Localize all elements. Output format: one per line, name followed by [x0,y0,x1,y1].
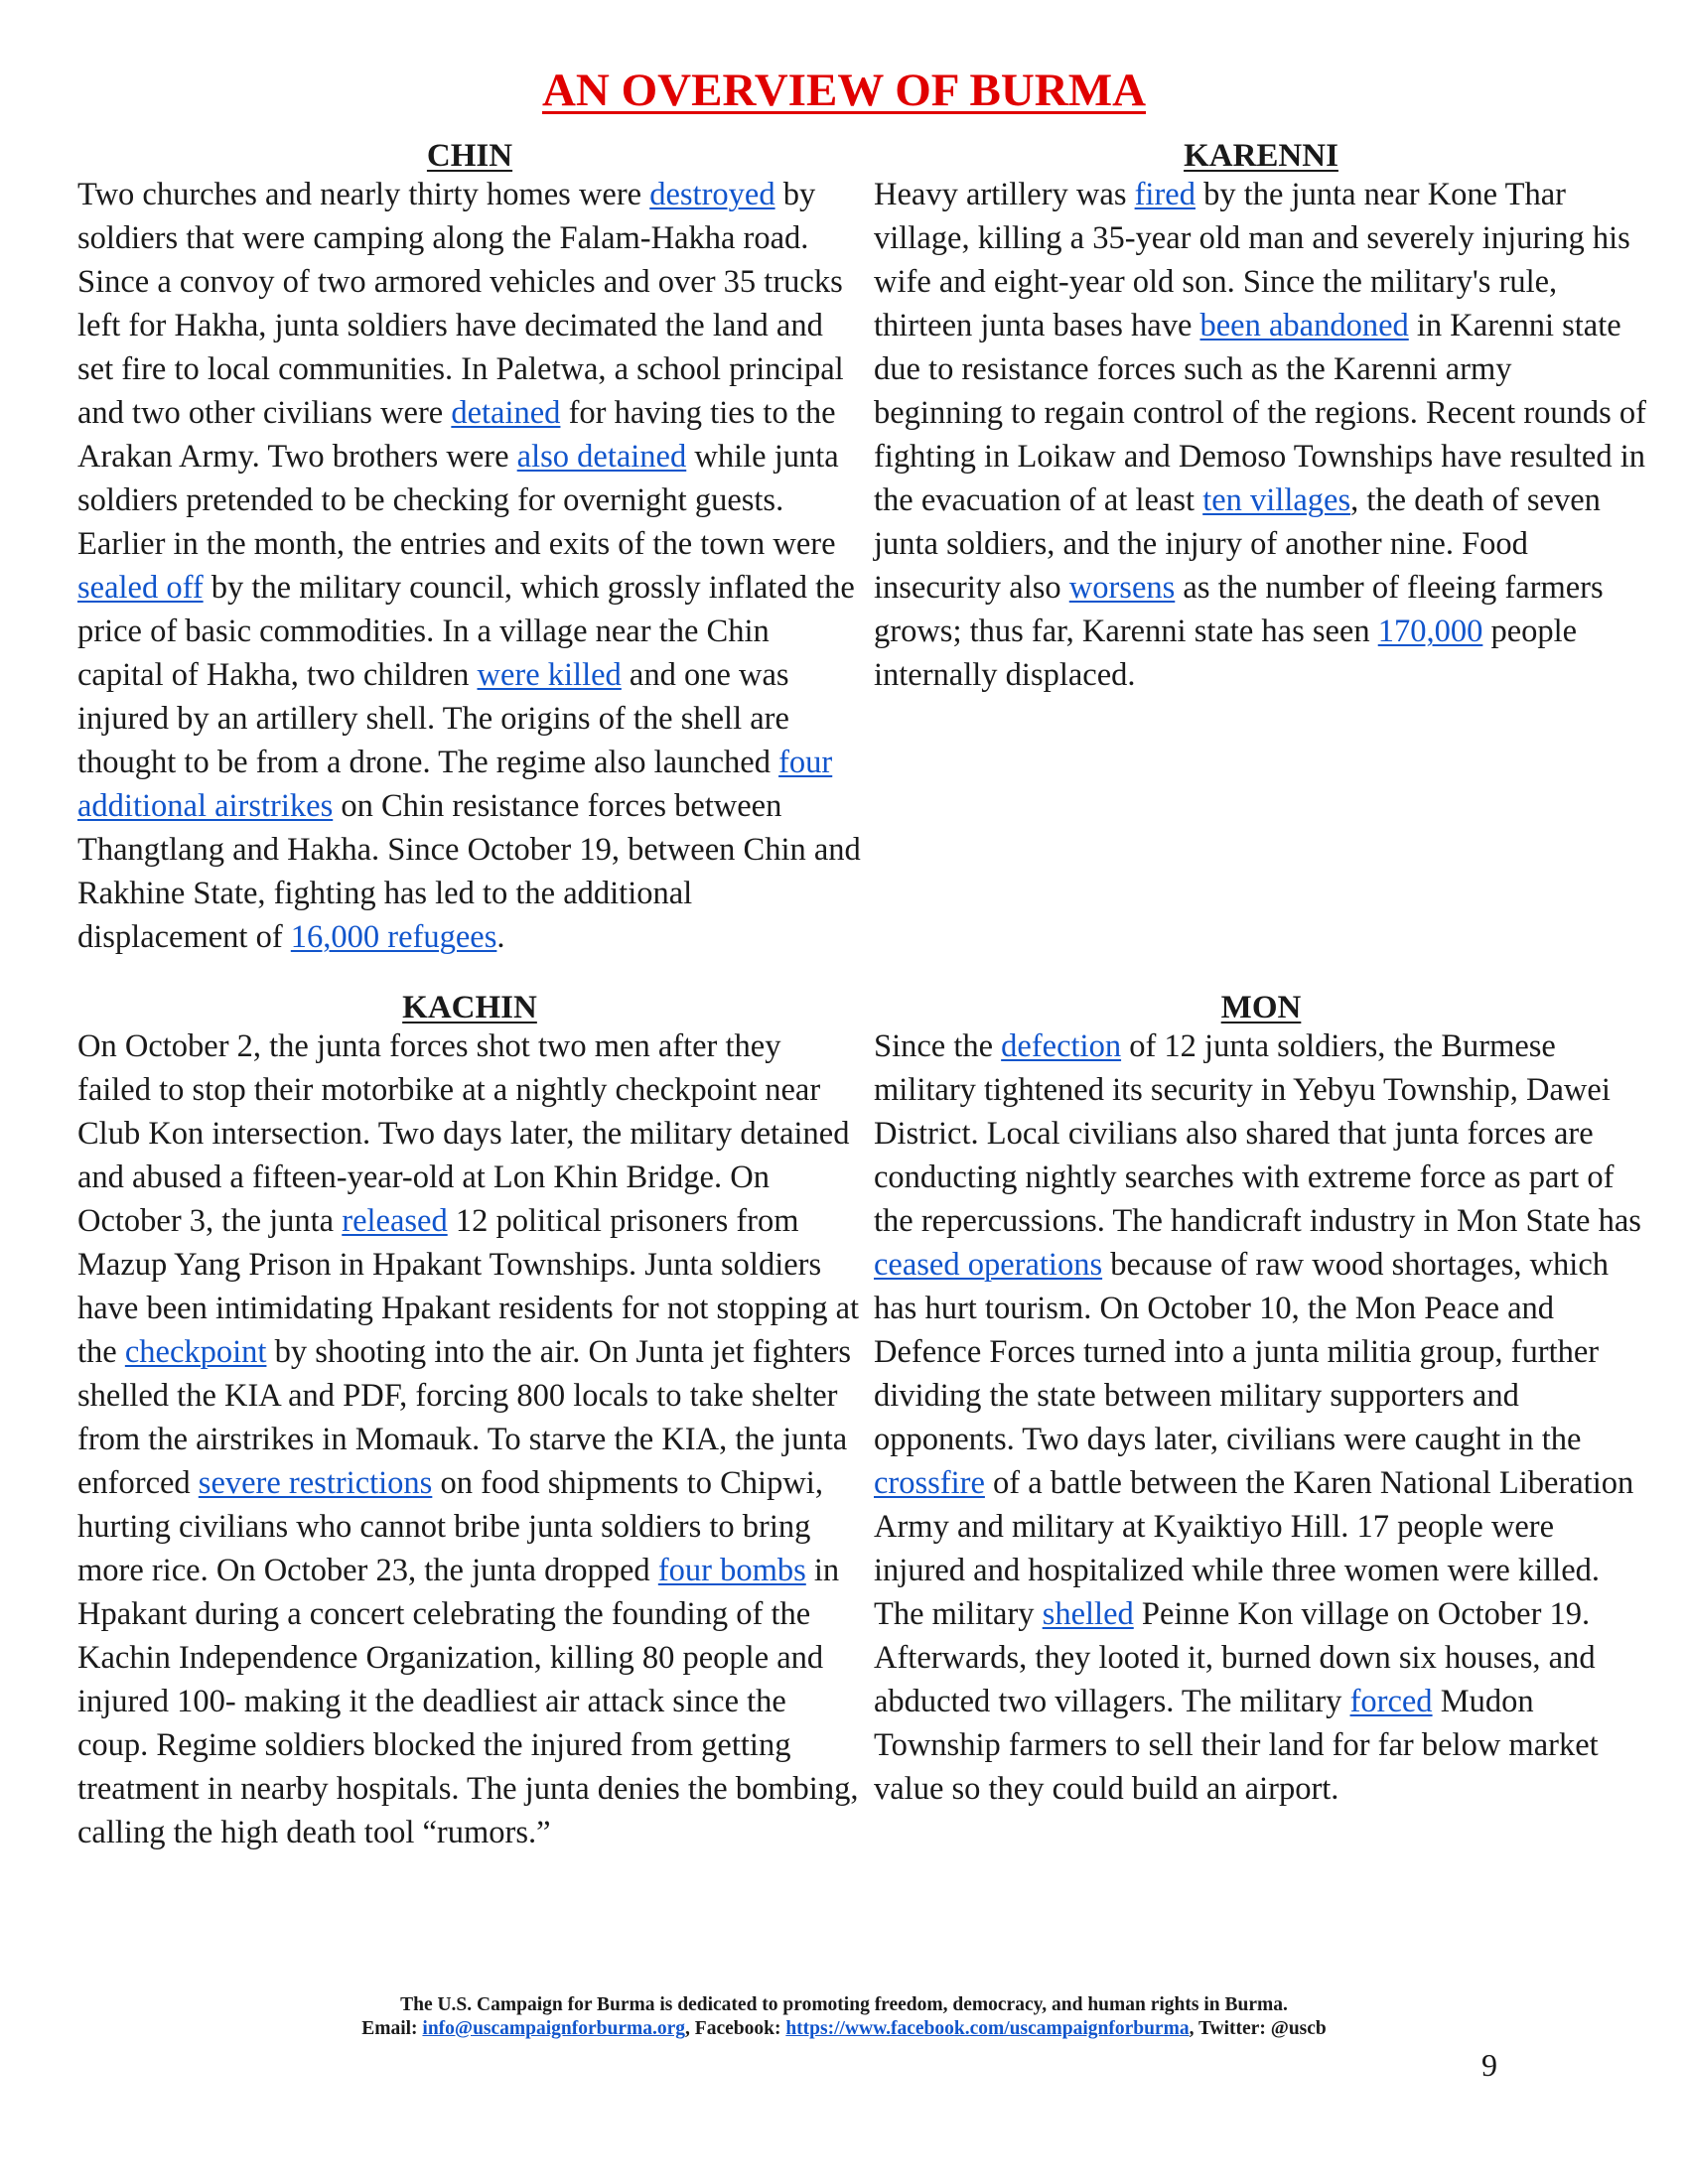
footer-facebook-label: , Facebook: [685,2018,786,2039]
inline-link[interactable]: four additional airstrikes [77,745,833,824]
body-text: Two churches and nearly thirty homes were [77,177,650,212]
inline-link[interactable]: detained [451,395,561,431]
section-body-karenni [874,173,1648,697]
body-text: Mudon Township farmers to sell their land for far below market value so they could build an airport. [874,1684,1599,1807]
footer-email-label: Email: [361,2018,423,2039]
body-text: in Hpakant during a concert celebrating the founding of the Kachin Independence Organization, killing 80 people and injured 100- making it the deadliest air attack since the coup. Regime soldiers blocked the injured from getting treatment in nearby hospitals. The junta denies the bombing, calling the high death tool “rumors.” [77,1553,859,1850]
inline-link[interactable]: destroyed [649,177,775,212]
section-heading-kachin: KACHIN [402,990,537,1025]
footer-facebook-link[interactable]: https://www.facebook.com/uscampaignforburma [785,2018,1190,2039]
section-body-chin [77,173,862,959]
inline-link[interactable]: severe restrictions [198,1465,433,1501]
body-text: on food shipments to Chipwi, hurting civilians who cannot bribe junta soldiers to bring more rice. On October 23, the junta dropped [77,1465,823,1588]
body-text: people internally displaced. [874,614,1578,693]
body-text: while junta soldiers pretended to be checking for overnight guests. Earlier in the month, the entries and exits of the town were [77,439,839,562]
inline-link[interactable]: ten villages [1202,482,1351,518]
page-number: 9 [1481,2047,1497,2083]
body-text: Since the [874,1028,1002,1064]
body-text: by soldiers that were camping along the Falam-Hakha road. Since a convoy of two armored vehicles and over 35 trucks left for Hakha, junta soldiers have decimated the land and set fire to local communities. In Paletwa, a school principal and two other civilians were [77,177,844,431]
footer-mission: The U.S. Campaign for Burma is dedicated to promoting freedom, democracy, and human rights in Burma. [400,1994,1288,2015]
body-text: of 12 junta soldiers, the Burmese military tightened its security in Yebyu Township, Dawei District. Local civilians also shared that junta forces are conducting nightly searches with extreme force as part of the repercussions. The handicraft industry in Mon State has [874,1028,1641,1239]
section-body-kachin [77,1024,862,1854]
body-text: by the military council, which grossly inflated the price of basic commodities. In a village near the Chin capital of Hakha, two children [77,570,855,693]
inline-link[interactable]: also detained [516,439,687,475]
body-text: by shooting into the air. On Junta jet fighters shelled the KIA and PDF, forcing 800 locals to take shelter from the airstrikes in Momauk. To starve the KIA, the junta enforced [77,1334,851,1501]
inline-link[interactable]: 170,000 [1377,614,1483,649]
body-text: on Chin resistance forces between Thangtlang and Hakha. Since October 19, between Chin and Rakhine State, fighting has led to the additional displacement of [77,788,861,955]
section-heading-mon: MON [1220,990,1302,1025]
body-text: Heavy artillery was [874,177,1135,212]
body-text: On October 2, the junta forces shot two men after they failed to stop their motorbike at a nightly checkpoint near Club Kon intersection. Two days later, the military detained and abused a fifteen-year-old at Lon Khin Bridge. On October 3, the junta [77,1028,850,1239]
section-kachin [77,991,862,1854]
section-body-mon [874,1024,1648,1811]
inline-link[interactable]: defection [1001,1028,1122,1064]
footer-email-link[interactable]: info@uscampaignforburma.org [422,2018,686,2039]
body-text: , the death of seven junta soldiers, and the injury of another nine. Food insecurity also [874,482,1601,606]
page-title: AN OVERVIEW OF BURMA [541,65,1147,116]
inline-link[interactable]: checkpoint [124,1334,267,1370]
body-text: Peinne Kon village on October 19. Afterwards, they looted it, burned down six houses, and abducted two villagers. The military [874,1596,1596,1719]
body-text: by the junta near Kone Thar village, killing a 35-year old man and severely injuring his wife and eight-year old son. Since the military's rule, thirteen junta bases have [874,177,1630,343]
inline-link[interactable]: fired [1134,177,1196,212]
body-text: 12 political prisoners from Mazup Yang Prison in Hpakant Townships. Junta soldiers have been intimidating Hpakant residents for not stopping at the [77,1203,860,1370]
body-text: . [496,919,505,955]
section-mon [874,991,1648,1811]
inline-link[interactable]: released [342,1203,448,1239]
footer-twitter: , Twitter: @uscb [1189,2018,1327,2039]
section-heading-karenni: KARENNI [1184,138,1338,174]
section-heading-chin: CHIN [426,138,513,174]
footer-contact [0,2017,1688,2041]
inline-link[interactable]: sealed off [77,570,204,606]
inline-link[interactable]: shelled [1042,1596,1134,1632]
body-text: in Karenni state due to resistance forces such as the Karenni army beginning to regain control of the regions. Recent rounds of fighting in Loikaw and Demoso Townships have resulted in the evacuation of at least [874,308,1647,518]
inline-link[interactable]: ceased operations [874,1247,1103,1283]
inline-link[interactable]: forced [1349,1684,1433,1719]
inline-link[interactable]: crossfire [874,1465,985,1501]
body-text: as the number of fleeing farmers grows; thus far, Karenni state has seen [874,570,1604,649]
inline-link[interactable]: worsens [1068,570,1176,606]
body-text: for having ties to the Arakan Army. Two brothers were [77,395,836,475]
inline-link[interactable]: four bombs [657,1553,806,1588]
body-text: of a battle between the Karen National Liberation Army and military at Kyaiktiyo Hill. 17 people were injured and hospitalized while three women were killed. The military [874,1465,1634,1632]
inline-link[interactable]: 16,000 refugees [290,919,497,955]
section-chin [77,139,862,959]
body-text: because of raw wood shortages, which has hurt tourism. On October 10, the Mon Peace and Defence Forces turned into a junta militia group, further dividing the state between military supporters and opponents. Two days later, civilians were caught in the [874,1247,1610,1457]
body-text: and one was injured by an artillery shell. The origins of the shell are thought to be from a drone. The regime also launched [77,657,789,780]
inline-link[interactable]: were killed [477,657,622,693]
section-karenni [874,139,1648,697]
inline-link[interactable]: been abandoned [1199,308,1409,343]
